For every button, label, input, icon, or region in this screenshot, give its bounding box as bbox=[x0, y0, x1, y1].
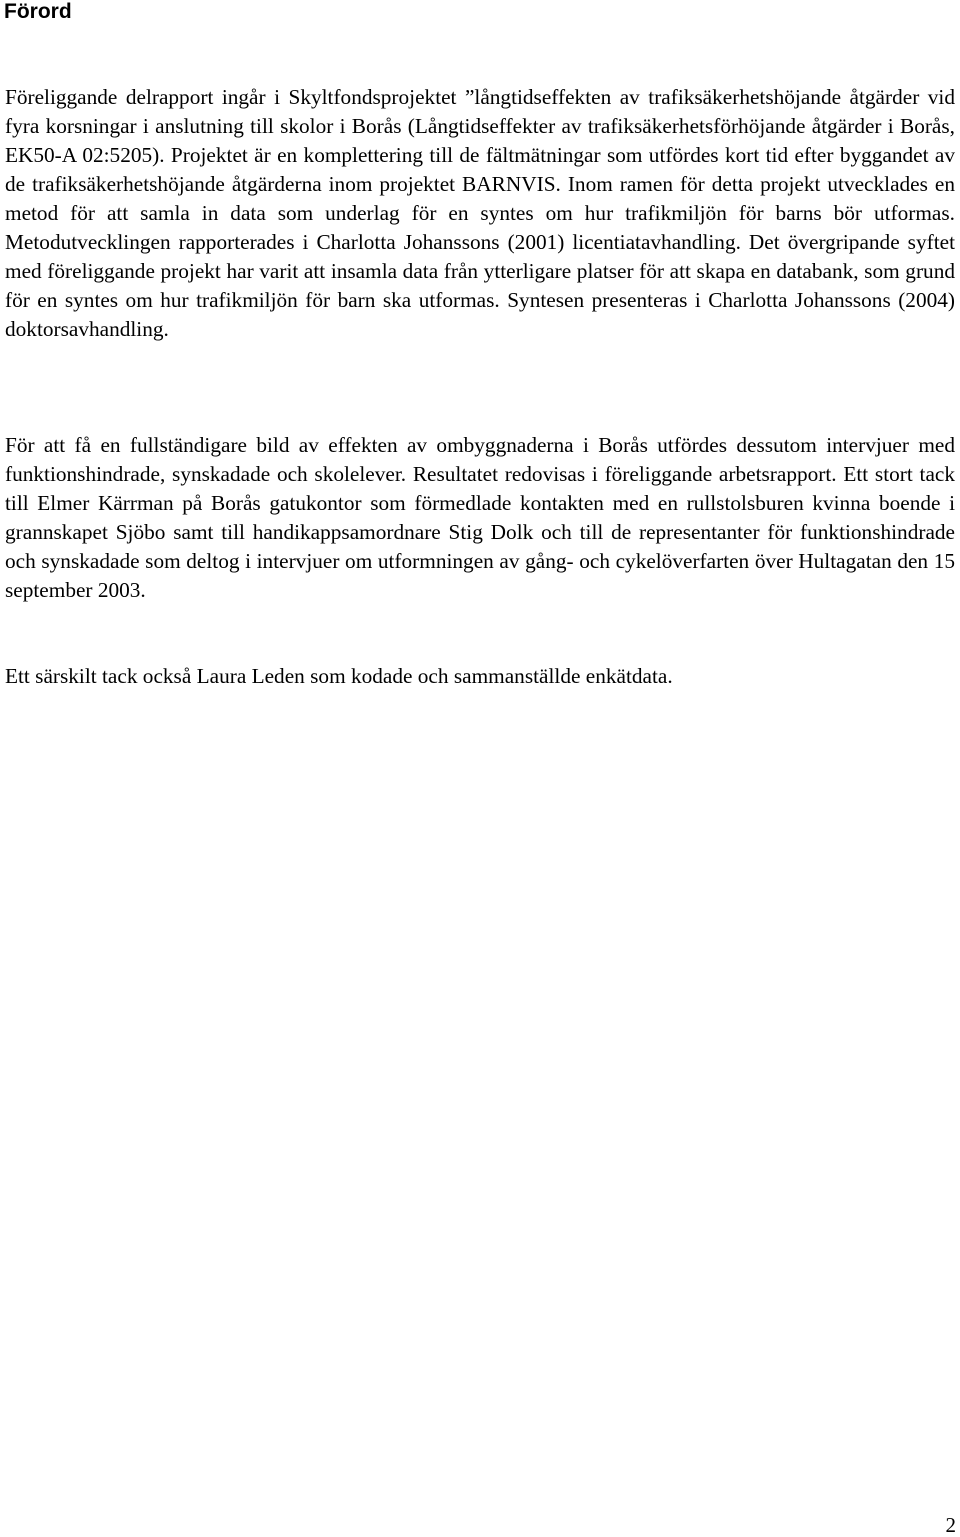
paragraph-intro: Föreliggande delrapport ingår i Skyltfondsprojektet ”långtidseffekten av trafiksäkerhetshöjande åtgärder vid fyra korsningar i anslutning till skolor i Borås (Långtidseffekter av trafiksäkerhetsförhöjande åtgärder i Borås, EK50-A 02:5205). Projektet är en komplettering till de fältmätningar som utfördes kort tid efter byggandet av de trafiksäkerhetshöjande åtgärderna inom projektet BARNVIS. Inom ramen för detta projekt utvecklades en metod för att samla in data som underlag för en syntes om hur trafikmiljön för barns bör utformas. Metodutvecklingen rapporterades i Charlotta Johanssons (2001) licentiatavhandling. Det övergripande syftet med föreliggande projekt har varit att insamla data från ytterligare platser för att skapa en databank, som grund för en syntes om hur trafikmiljön för barn ska utformas. Syntesen presenteras i Charlotta Johanssons (2004) doktorsavhandling. bbox=[5, 85, 955, 341]
paragraph-interviews: För att få en fullständigare bild av effekten av ombyggnaderna i Borås utfördes dessutom intervjuer med funktionshindrade, synskadade och skolelever. Resultatet redovisas i föreliggande arbetsrapport. Ett stort tack till Elmer Kärrman på Borås gatukontor som förmedlade kontakten med en rullstolsburen kvinna boende i grannskapet Sjöbo samt till handikappsamordnare Stig Dolk och till de representanter för funktionshindrade och synskadade som deltog i intervjuer om utformningen av gång- och cykelöverfarten över Hultagatan den 15 september 2003. bbox=[5, 433, 955, 602]
page-heading: Förord bbox=[4, 0, 72, 23]
paragraph-thanks: Ett särskilt tack också Laura Leden som kodade och sammanställde enkätdata. bbox=[5, 664, 673, 688]
page-number: 2 bbox=[945, 1513, 956, 1537]
